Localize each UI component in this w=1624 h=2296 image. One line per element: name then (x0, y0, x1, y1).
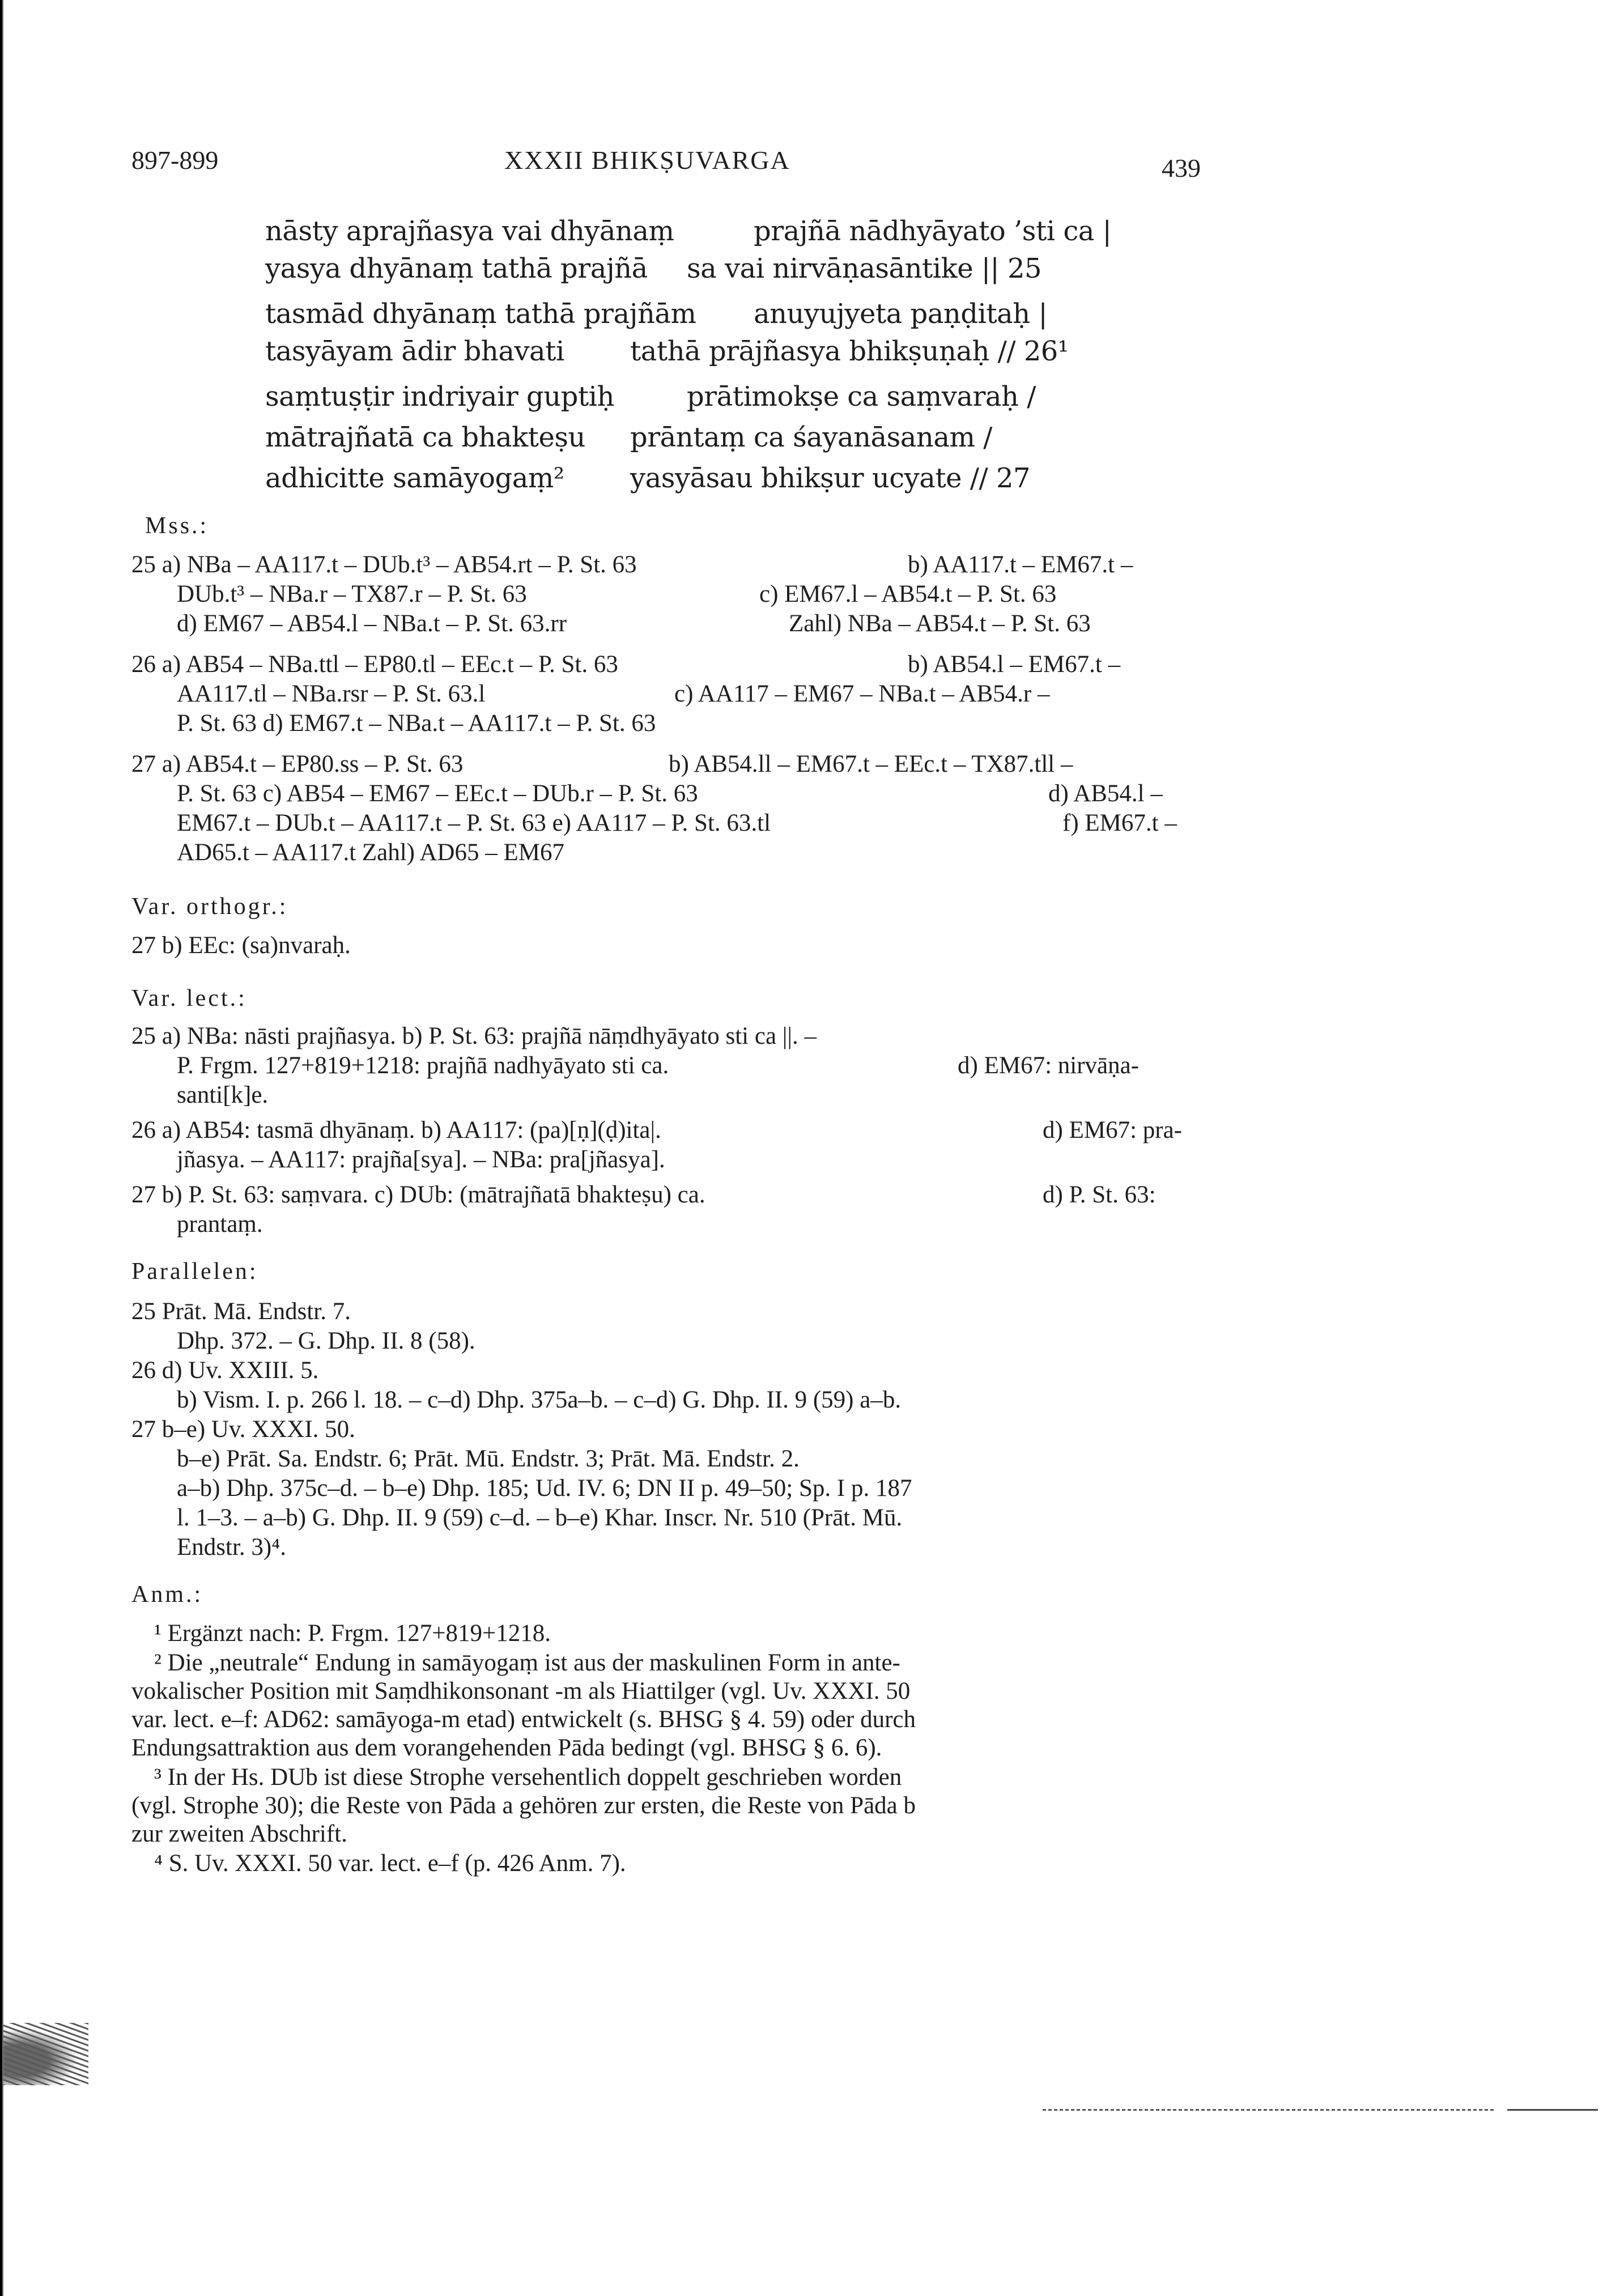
verse-line-right: prajñā nādhyāyato ’sti ca | (754, 215, 1112, 247)
verse-line-left: nāsty aprajñasya vai dhyānaṃ (265, 215, 674, 247)
verse-line-right: anuyujyeta paṇḍitaḥ | (754, 298, 1048, 330)
verse-line-left: mātrajñatā ca bhakteṣu (265, 422, 585, 453)
page-number: 439 (1162, 154, 1201, 182)
footnote-line: zur zweiten Abschrift. (131, 1821, 347, 1847)
mss-line: 26 a) AB54 – NBa.ttl – EP80.tl – EEc.t – P. St. 63 (131, 651, 618, 678)
scan-smudge (3, 2023, 88, 2085)
parallel-line: 27 b–e) Uv. XXXI. 50. (131, 1416, 355, 1443)
var-lect-line-right: d) P. St. 63: (1043, 1181, 1156, 1208)
parallel-line: b) Vism. I. p. 266 l. 18. – c–d) Dhp. 375a–b. – c–d) G. Dhp. II. 9 (59) a–b. (177, 1387, 902, 1413)
mss-line: EM67.t – DUb.t – AA117.t – P. St. 63 e) AA117 – P. St. 63.tl (177, 810, 771, 836)
mss-line: P. St. 63 c) AB54 – EM67 – EEc.t – DUb.r – P. St. 63 (177, 780, 698, 807)
mss-line-right: c) AA117 – EM67 – NBa.t – AB54.r – (674, 681, 1050, 707)
mss-line-right: b) AB54.l – EM67.t – (908, 651, 1121, 678)
verse-line-right: prātimokṣe ca saṃvaraḥ / (687, 381, 1036, 413)
var-lect-line: santi[k]e. (177, 1082, 269, 1108)
mss-line-right: b) AB54.ll – EM67.t – EEc.t – TX87.tll – (669, 751, 1073, 777)
var-orth-line: 27 b) EEc: (sa)nvaraḥ. (131, 932, 351, 959)
parallel-line: 26 d) Uv. XXIII. 5. (131, 1357, 319, 1384)
mss-line-right: Zahl) NBa – AB54.t – P. St. 63 (789, 610, 1091, 637)
verse-line-left: adhicitte samāyogaṃ² (265, 462, 564, 494)
verse-line-left: saṃtuṣṭir indriyair guptiḥ (265, 381, 614, 413)
verse-line-left: yasya dhyānaṃ tathā prajñā (265, 253, 648, 284)
footnote-line: var. lect. e–f: AD62: samāyoga-m etad) entwickelt (s. BHSG § 4. 59) oder durch (131, 1706, 916, 1733)
footnote-line: (vgl. Strophe 30); die Reste von Pāda a gehören zur ersten, die Reste von Pāda b (131, 1792, 916, 1819)
section-heading-anm: Anm.: (131, 1581, 203, 1608)
verse-line-right: prāntaṃ ca śayanāsanam / (630, 422, 992, 453)
mss-line: 27 a) AB54.t – EP80.ss – P. St. 63 (131, 751, 464, 777)
scan-rule-line (1507, 2109, 1598, 2111)
footnote-line: ⁴ S. Uv. XXXI. 50 var. lect. e–f (p. 426 Anm. 7). (154, 1850, 626, 1877)
var-lect-line-right: d) EM67: nirvāṇa- (958, 1052, 1140, 1079)
section-heading-parallelen: Parallelen: (131, 1258, 258, 1285)
mss-line: 25 a) NBa – AA117.t – DUb.t³ – AB54.rt – P. St. 63 (131, 551, 637, 578)
footnote-line: ¹ Ergänzt nach: P. Frgm. 127+819+1218. (154, 1620, 551, 1647)
footnote-line: ³ In der Hs. DUb ist diese Strophe versehentlich doppelt geschrieben worden (154, 1764, 902, 1791)
parallel-line: a–b) Dhp. 375c–d. – b–e) Dhp. 185; Ud. IV. 6; DN II p. 49–50; Sp. I p. 187 (177, 1475, 912, 1502)
var-lect-line: prantaṃ. (177, 1211, 263, 1238)
footnote-line: vokalischer Position mit Saṃdhikonsonant -m als Hiattilger (vgl. Uv. XXXI. 50 (131, 1678, 911, 1704)
mss-line: AD65.t – AA117.t Zahl) AD65 – EM67 (177, 839, 564, 866)
mss-line-right: c) EM67.l – AB54.t – P. St. 63 (759, 581, 1057, 607)
verse-line-left: tasyāyam ādir bhavati (265, 335, 564, 367)
scan-edge (0, 0, 7, 2296)
parallel-line: 25 Prāt. Mā. Endstr. 7. (131, 1298, 351, 1325)
var-lect-line: 27 b) P. St. 63: saṃvara. c) DUb: (mātrajñatā bhakteṣu) ca. (131, 1181, 705, 1208)
page-range: 897-899 (131, 146, 219, 175)
footnote-line: ² Die „neutrale“ Endung in samāyogaṃ ist aus der maskulinen Form in ante- (154, 1649, 900, 1676)
chapter-title: XXXII BHIKṢUVARGA (504, 146, 790, 175)
verse-line-right: sa vai nirvāṇasāntike || 25 (687, 253, 1042, 284)
mss-line-right: f) EM67.t – (1062, 810, 1177, 836)
var-lect-line: 25 a) NBa: nāsti prajñasya. b) P. St. 63: prajñā nāṃdhyāyato sti ca ||. – (131, 1023, 817, 1049)
parallel-line: l. 1–3. – a–b) G. Dhp. II. 9 (59) c–d. – b–e) Khar. Inscr. Nr. 510 (Prāt. Mū. (177, 1504, 903, 1531)
mss-line: AA117.tl – NBa.rsr – P. St. 63.l (177, 681, 486, 707)
parallel-line: b–e) Prāt. Sa. Endstr. 6; Prāt. Mū. Endstr. 3; Prāt. Mā. Endstr. 2. (177, 1445, 800, 1472)
mss-line: DUb.t³ – NBa.r – TX87.r – P. St. 63 (177, 581, 527, 607)
parallel-line: Endstr. 3)⁴. (177, 1534, 286, 1561)
verse-line-right: yasyāsau bhikṣur ucyate // 27 (630, 462, 1031, 494)
parallel-line: Dhp. 372. – G. Dhp. II. 8 (58). (177, 1328, 475, 1354)
var-lect-line: 26 a) AB54: tasmā dhyānaṃ. b) AA117: (pa)[ṇ](ḍ)ita|. (131, 1117, 661, 1143)
mss-line: d) EM67 – AB54.l – NBa.t – P. St. 63.rr (177, 610, 567, 637)
var-lect-line: jñasya. – AA117: prajña[sya]. – NBa: pra[jñasya]. (177, 1146, 665, 1173)
mss-line: P. St. 63 d) EM67.t – NBa.t – AA117.t – P. St. 63 (177, 710, 656, 737)
section-heading-var-lect: Var. lect.: (131, 985, 247, 1011)
mss-line-right: d) AB54.l – (1048, 780, 1163, 807)
section-heading-var-orthogr: Var. orthogr.: (131, 894, 288, 920)
footnote-line: Endungsattraktion aus dem vorangehenden Pāda bedingt (vgl. BHSG § 6. 6). (131, 1734, 882, 1761)
section-heading-mss: Mss.: (145, 513, 209, 539)
scan-dash-line (1043, 2109, 1496, 2111)
verse-line-right: tathā prājñasya bhikṣuṇaḥ // 26¹ (630, 335, 1069, 367)
verse-line-left: tasmād dhyānaṃ tathā prajñām (265, 298, 696, 330)
var-lect-line: P. Frgm. 127+819+1218: prajñā nadhyāyato sti ca. (177, 1052, 669, 1079)
var-lect-line-right: d) EM67: pra- (1043, 1117, 1182, 1143)
mss-line-right: b) AA117.t – EM67.t – (908, 551, 1133, 578)
